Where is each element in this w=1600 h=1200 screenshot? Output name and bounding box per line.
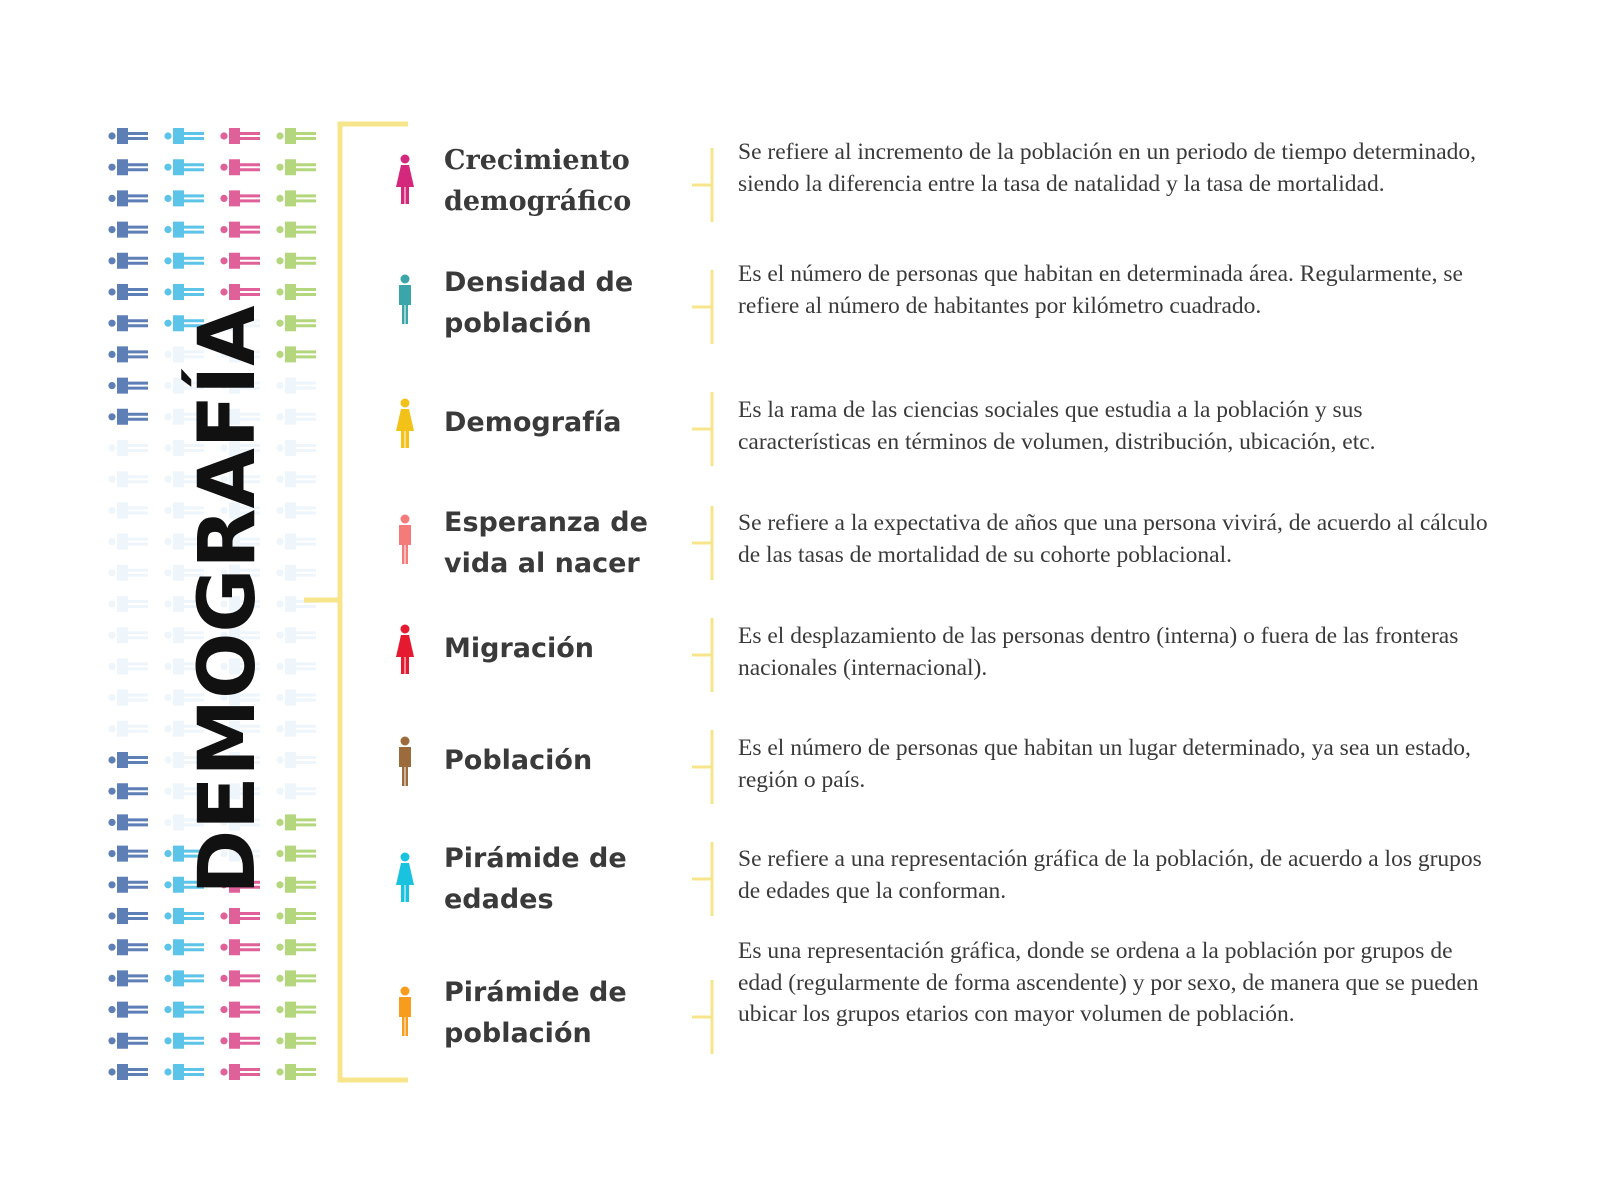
pictogram-person-icon [108, 440, 148, 456]
pictogram-person-icon [220, 908, 260, 924]
pictogram-person-icon [108, 471, 148, 487]
pictogram-person-icon [164, 190, 204, 206]
woman-icon [392, 852, 418, 904]
pictogram-person-icon [108, 877, 148, 893]
pictogram-person-icon [108, 846, 148, 862]
pictogram-person-icon [108, 596, 148, 612]
pictogram-person-icon [108, 814, 148, 830]
woman-icon [392, 624, 418, 676]
term-description: Se refiere a una representación gráfica de la población, de acuerdo a los grupos de edades que la conforman. [738, 846, 1482, 904]
term-label: Migración [444, 633, 595, 664]
pictogram-person-icon [220, 222, 260, 238]
pictogram-person-icon [108, 939, 148, 955]
pictogram-person-icon [108, 783, 148, 799]
pictogram-person-icon [164, 253, 204, 269]
pictogram-person-icon [108, 1002, 148, 1018]
connector-bracket [690, 268, 720, 346]
man-icon [392, 986, 418, 1038]
connector-bracket [690, 616, 720, 694]
pictogram-person-icon [220, 159, 260, 175]
connector-bracket [690, 840, 720, 918]
pictogram-person-icon [220, 284, 260, 300]
pictogram-person-icon [164, 1033, 204, 1049]
term-description: Es el número de personas que habitan un lugar determinado, ya sea un estado, región o país. [738, 735, 1471, 793]
term-label: Población [444, 745, 593, 776]
connector-bracket [690, 728, 720, 806]
man-icon [392, 736, 418, 788]
pictogram-person-icon [108, 284, 148, 300]
pictogram-person-icon [108, 378, 148, 394]
term-description: Es el número de personas que habitan en determinada área. Regularmente, se refiere al número de habitantes por kilómetro cuadrado. [738, 261, 1463, 319]
pictogram-person-icon [108, 534, 148, 550]
pictogram-person-icon [108, 658, 148, 674]
pictogram-person-icon [220, 253, 260, 269]
term-description: Se refiere a la expectativa de años que una persona vivirá, de acuerdo al cálculo de las tasas de mortalidad de su cohorte poblacional. [738, 510, 1488, 568]
pictogram-person-icon [164, 908, 204, 924]
woman-icon [392, 154, 418, 206]
pictogram-person-icon [220, 1033, 260, 1049]
pictogram-person-icon [108, 128, 148, 144]
man-icon [392, 274, 418, 326]
term-description: Se refiere al incremento de la población en un periodo de tiempo determinado, siendo la diferencia entre la tasa de natalidad y la tasa de mortalidad. [738, 139, 1477, 197]
pictogram-person-icon [108, 253, 148, 269]
pictogram-person-icon [108, 1064, 148, 1080]
term-label: Esperanza de vida al nacer [444, 507, 648, 579]
pictogram-person-icon [108, 690, 148, 706]
pictogram-person-icon [164, 939, 204, 955]
term-label: Crecimiento demográfico [444, 145, 632, 217]
term-label: Pirámide de edades [444, 843, 627, 915]
pictogram-person-icon [108, 908, 148, 924]
pictogram-person-icon [108, 190, 148, 206]
pictogram-person-icon [108, 627, 148, 643]
pictogram-person-icon [108, 1033, 148, 1049]
pictogram-person-icon [108, 970, 148, 986]
pictogram-person-icon [108, 721, 148, 737]
pictogram-person-icon [220, 1064, 260, 1080]
pictogram-person-icon [108, 346, 148, 362]
woman-icon [392, 398, 418, 450]
pictogram-person-icon [164, 222, 204, 238]
pictogram-person-icon [220, 1002, 260, 1018]
pictogram-person-icon [108, 752, 148, 768]
pictogram-person-icon [164, 1064, 204, 1080]
pictogram-person-icon [220, 970, 260, 986]
pictogram-person-icon [108, 565, 148, 581]
term-label: Demografía [444, 407, 622, 438]
pictogram-person-icon [220, 939, 260, 955]
main-bracket [300, 118, 420, 1088]
connector-bracket [690, 146, 720, 224]
term-description: Es el desplazamiento de las personas dentro (interna) o fuera de las fronteras nacionales (internacional). [738, 623, 1459, 681]
pictogram-person-icon [108, 409, 148, 425]
pictogram-person-icon [108, 159, 148, 175]
pictogram-person-icon [220, 190, 260, 206]
term-description: Es una representación gráfica, donde se ordena a la población por grupos de edad (regularmente de forma ascendente) y por sexo, de manera que se pueden ubicar los grupos etarios con mayor volumen de población. [738, 938, 1479, 1027]
pictogram-person-icon [164, 128, 204, 144]
pictogram-person-icon [164, 159, 204, 175]
pictogram-person-icon [108, 315, 148, 331]
pictogram-person-icon [164, 284, 204, 300]
main-title: DEMOGRAFÍA [183, 305, 273, 895]
term-label: Densidad de población [444, 267, 634, 339]
pictogram-person-icon [164, 970, 204, 986]
term-description: Es la rama de las ciencias sociales que estudia a la población y sus características en términos de volumen, distribución, ubicación, etc. [738, 397, 1376, 455]
pictogram-person-icon [220, 128, 260, 144]
connector-bracket [690, 978, 720, 1056]
pictogram-person-icon [108, 222, 148, 238]
pictogram-person-icon [164, 1002, 204, 1018]
term-label: Pirámide de población [444, 977, 627, 1049]
pictogram-person-icon [108, 502, 148, 518]
connector-bracket [690, 390, 720, 468]
man-icon [392, 514, 418, 566]
connector-bracket [690, 504, 720, 582]
